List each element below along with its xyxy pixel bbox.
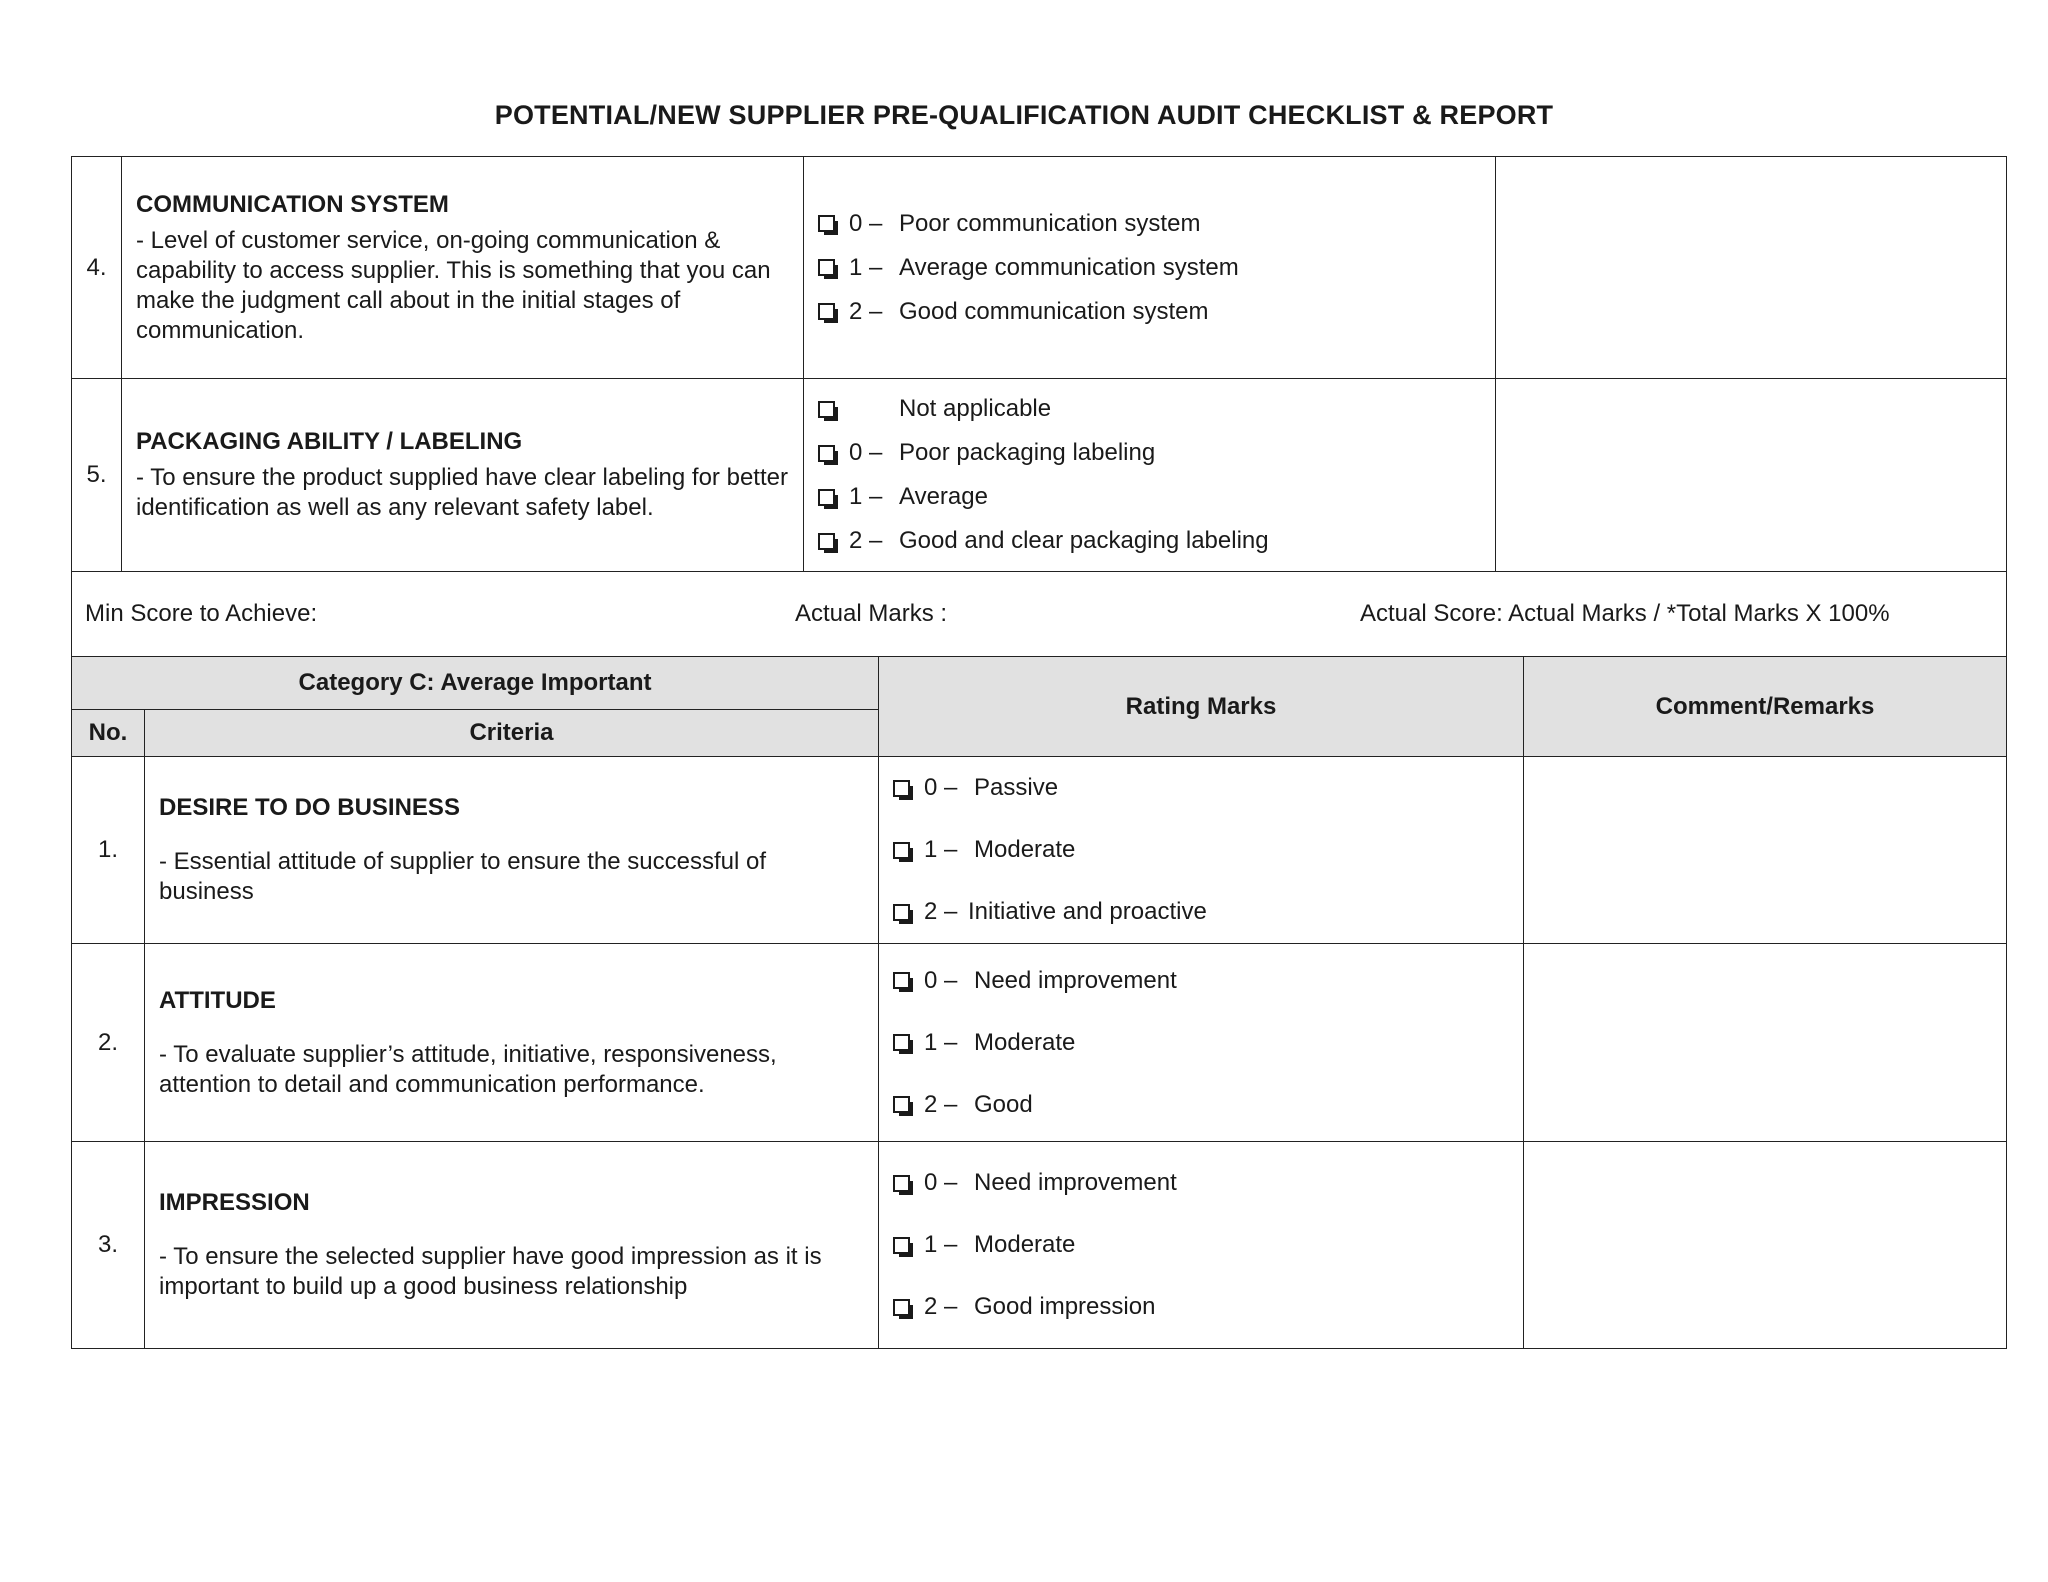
criteria-cell <box>145 1142 879 1349</box>
checkbox-icon[interactable] <box>893 1299 910 1316</box>
rating-option[interactable]: 2 – Good impression <box>893 1276 1523 1338</box>
criteria-header: Criteria <box>145 710 879 757</box>
criteria-cell <box>145 757 879 944</box>
checkbox-icon[interactable] <box>893 780 910 797</box>
rating-option[interactable]: 2 – Good and clear packaging labeling <box>818 519 1495 563</box>
comment-cell[interactable] <box>1524 944 2007 1142</box>
checkbox-icon[interactable] <box>893 1237 910 1254</box>
criteria-title: DESIRE TO DO BUSINESS <box>159 794 460 821</box>
rating-option[interactable]: 1 – Average communication system <box>818 246 1495 290</box>
checkbox-icon[interactable] <box>893 1175 910 1192</box>
rating-option[interactable]: 2 – Good communication system <box>818 290 1495 334</box>
criteria-title: ATTITUDE <box>159 986 276 1014</box>
category-heading: Category C: Average Important <box>72 657 879 710</box>
checkbox-icon[interactable] <box>818 489 835 506</box>
checkbox-icon[interactable] <box>893 904 910 921</box>
checkbox-icon[interactable] <box>893 1096 910 1113</box>
table-row <box>72 1142 2007 1349</box>
criteria-cell <box>145 944 879 1142</box>
comment-cell[interactable] <box>1496 379 2007 572</box>
comment-cell[interactable] <box>1524 1142 2007 1349</box>
rating-option[interactable]: 2 – Initiative and proactive <box>893 881 1523 943</box>
row-number: 1. <box>72 757 145 944</box>
criteria-title: IMPRESSION <box>159 1189 310 1216</box>
criteria-description: - Level of customer service, on-going communication & capability to access supplier. This is something that you can make the judgment call about in the initial stages of communication. <box>136 226 771 344</box>
comment-cell[interactable] <box>1524 757 2007 944</box>
comment-cell[interactable] <box>1496 157 2007 379</box>
rating-options <box>804 157 1496 379</box>
rating-option[interactable]: 1 – Moderate <box>893 1214 1523 1276</box>
checkbox-icon[interactable] <box>818 533 835 550</box>
checkbox-icon[interactable] <box>818 401 835 418</box>
document-title: POTENTIAL/NEW SUPPLIER PRE-QUALIFICATION AUDIT CHECKLIST & REPORT <box>494 100 1554 130</box>
table-row <box>72 379 2007 572</box>
row-number: 3. <box>72 1142 145 1349</box>
checkbox-icon[interactable] <box>818 215 835 232</box>
min-score-label: Min Score to Achieve: <box>85 600 318 627</box>
rating-option[interactable]: 0 – Need improvement <box>893 1152 1523 1214</box>
rating-marks-header: Rating Marks <box>879 657 1524 757</box>
actual-score-label: Actual Score: Actual Marks / *Total Marks X 100% <box>1360 600 1890 627</box>
table-row <box>72 157 2007 379</box>
rating-option[interactable]: 0 – Passive <box>893 757 1523 819</box>
criteria-description: - Essential attitude of supplier to ensure the successful of business <box>159 848 766 905</box>
row-number: 4. <box>72 157 122 379</box>
rating-options <box>879 757 1524 944</box>
criteria-description: - To ensure the selected supplier have good impression as it is important to build up a good business relationship <box>159 1243 822 1300</box>
rating-option[interactable]: 2 – Good <box>893 1074 1523 1136</box>
rating-option[interactable]: 1 – Moderate <box>893 819 1523 881</box>
criteria-description: - To ensure the product supplied have clear labeling for better identification as well as any relevant safety label. <box>136 464 788 521</box>
rating-option[interactable]: 0 – Poor packaging labeling <box>818 431 1495 475</box>
section-b-table <box>71 156 2007 657</box>
no-header: No. <box>72 710 145 757</box>
rating-options <box>804 379 1496 572</box>
checkbox-icon[interactable] <box>818 259 835 276</box>
table-row <box>72 944 2007 1142</box>
comment-remarks-header: Comment/Remarks <box>1524 657 2007 757</box>
table-row <box>72 757 2007 944</box>
header-row <box>72 657 2007 710</box>
category-c-table <box>71 656 2007 1349</box>
row-number: 5. <box>72 379 122 572</box>
rating-option[interactable]: 0 – Poor communication system <box>818 202 1495 246</box>
checkbox-icon[interactable] <box>893 1034 910 1051</box>
rating-option[interactable]: 0 – Need improvement <box>893 950 1523 1012</box>
checkbox-icon[interactable] <box>893 842 910 859</box>
criteria-title: PACKAGING ABILITY / LABELING <box>136 428 523 455</box>
rating-options <box>879 944 1524 1142</box>
checkbox-icon[interactable] <box>818 303 835 320</box>
criteria-cell <box>122 157 804 379</box>
rating-option[interactable]: 1 – Average <box>818 475 1495 519</box>
checkbox-icon[interactable] <box>818 445 835 462</box>
criteria-title: COMMUNICATION SYSTEM <box>136 190 449 218</box>
score-cell <box>72 572 2007 657</box>
rating-option[interactable]: 1 – Moderate <box>893 1012 1523 1074</box>
checkbox-icon[interactable] <box>893 972 910 989</box>
criteria-description: - To evaluate supplier’s attitude, initiative, responsiveness, attention to detail and communication performance. <box>159 1040 777 1098</box>
rating-options <box>879 1142 1524 1349</box>
row-number: 2. <box>72 944 145 1142</box>
criteria-cell <box>122 379 804 572</box>
score-row <box>72 572 2007 657</box>
actual-marks-label: Actual Marks : <box>795 600 948 627</box>
rating-option[interactable]: Not applicable <box>818 387 1495 431</box>
